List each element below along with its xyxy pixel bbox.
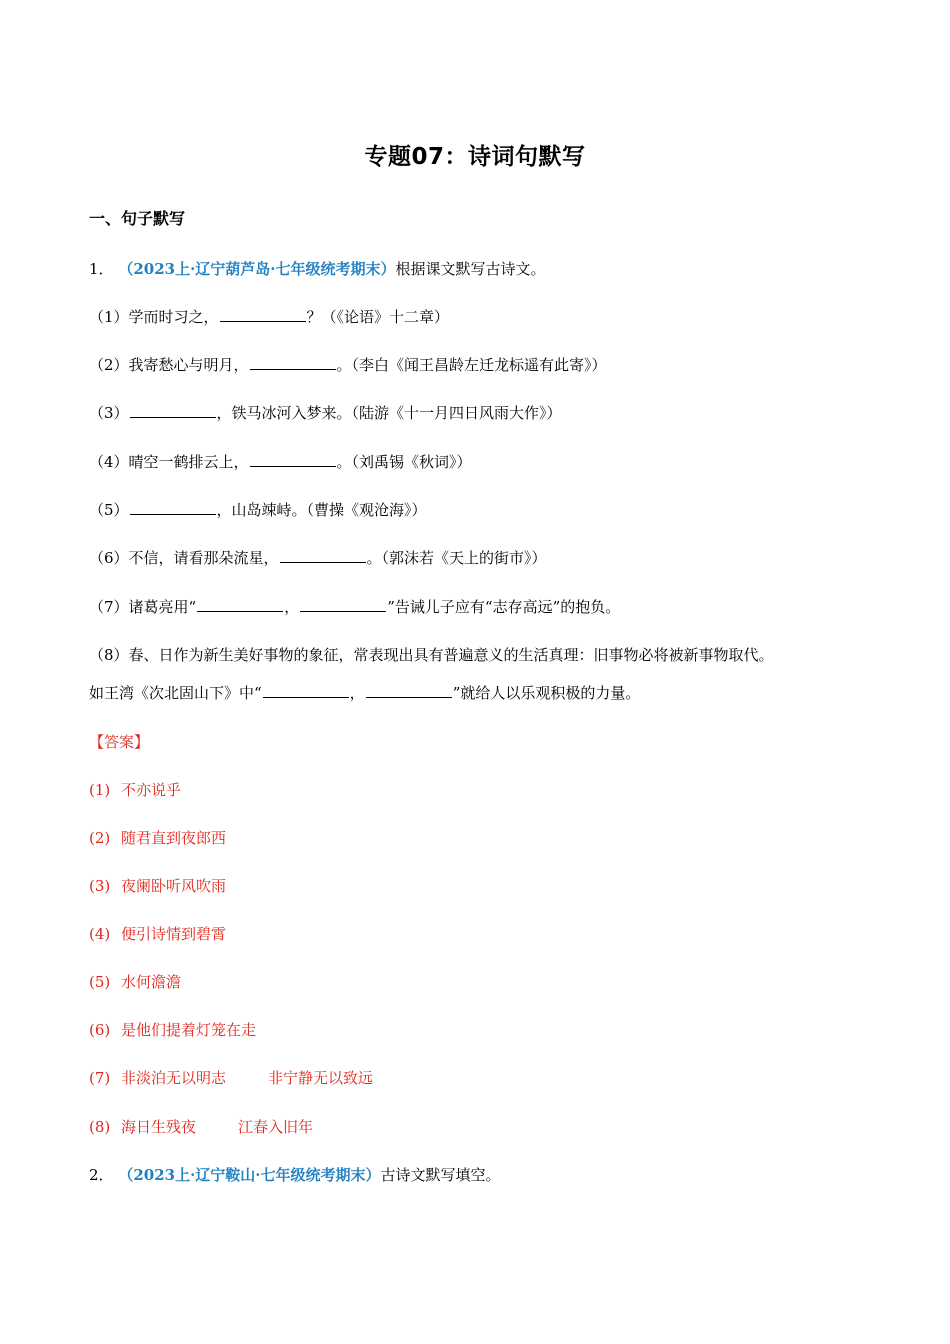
sub-question-7 — [89, 596, 620, 617]
answer-blank — [197, 597, 283, 612]
sub-question-text: ”告诫儿子应有“志存高远”的抱负。 — [387, 598, 621, 616]
sub-question-text: ”就给人以乐观积极的力量。 — [452, 684, 641, 702]
answer-item — [89, 971, 181, 992]
answer-number: (5) — [89, 973, 111, 991]
sub-question-text: 。（刘禹锡《秋词》） — [336, 453, 472, 471]
answer-blank — [130, 500, 216, 515]
sub-question-text: （5） — [89, 501, 129, 519]
answer-text: 便引诗情到碧霄 — [121, 925, 227, 943]
question-number: 2． — [89, 1166, 114, 1184]
answer-blank — [250, 452, 336, 467]
section-heading: 一、句子默写 — [89, 209, 186, 228]
answer-text: 江春入旧年 — [238, 1118, 314, 1136]
answer-number: (1) — [89, 781, 111, 799]
question-1-header — [89, 258, 546, 279]
question-prompt: 根据课文默写古诗文。 — [395, 260, 546, 278]
answer-item — [89, 923, 226, 944]
answer-item — [89, 779, 181, 800]
answer-text: 水何澹澹 — [121, 973, 182, 991]
sub-question-4 — [89, 451, 472, 472]
sub-question-text: ，山岛竦峙。（曹操《观沧海》） — [216, 501, 427, 519]
question-prompt: 古诗文默写填空。 — [380, 1166, 501, 1184]
answer-text: 是他们提着灯笼在走 — [121, 1021, 257, 1039]
sub-question-6 — [89, 547, 547, 568]
sub-question-text: ？（《论语》十二章） — [306, 308, 450, 326]
sub-question-text: （8）春、日作为新生美好事物的象征，常表现出具有普遍意义的生活真理：旧事物必将被新事物取代。 — [89, 646, 774, 664]
sub-question-8 — [89, 644, 774, 665]
answer-item — [89, 875, 226, 896]
question-2-header — [89, 1164, 501, 1185]
sub-question-text: 。（郭沫若《天上的街市》） — [366, 549, 547, 567]
answer-text: 不亦说乎 — [121, 781, 182, 799]
sub-question-text: （6）不信，请看那朵流星， — [89, 549, 279, 567]
page-title: 专题07：诗词句默写 — [364, 144, 586, 170]
answer-text: 随君直到夜郎西 — [121, 829, 227, 847]
sub-question-3 — [89, 402, 562, 423]
answer-item — [89, 1019, 256, 1040]
answer-blank — [300, 597, 386, 612]
answer-text: 夜阑卧听风吹雨 — [121, 877, 227, 895]
answer-blank — [280, 548, 366, 563]
answer-number: (8) — [89, 1118, 111, 1136]
answer-blank — [220, 307, 306, 322]
sub-question-5 — [89, 499, 427, 520]
answer-number: (3) — [89, 877, 111, 895]
answer-item — [89, 1116, 313, 1137]
sub-question-text: （1）学而时习之， — [89, 308, 219, 326]
answer-item — [89, 1067, 373, 1088]
sub-question-text: （3） — [89, 404, 129, 422]
sub-question-8-continued — [89, 682, 640, 703]
answer-text: 非淡泊无以明志 — [121, 1069, 227, 1087]
sub-question-2 — [89, 354, 607, 375]
answer-number: (7) — [89, 1069, 111, 1087]
answer-number: (2) — [89, 829, 111, 847]
sub-question-text: 如王湾《次北固山下》中“ — [89, 684, 262, 702]
sub-question-1 — [89, 306, 449, 327]
answer-blank — [366, 683, 452, 698]
sub-question-text: ，铁马冰河入梦来。（陆游《十一月四日风雨大作》） — [216, 404, 562, 422]
answer-blank — [250, 355, 336, 370]
answer-text: 非宁静无以致远 — [268, 1069, 374, 1087]
sub-question-text: （2）我寄愁心与明月， — [89, 356, 249, 374]
answer-number: (6) — [89, 1021, 111, 1039]
sub-question-text: 。（李白《闻王昌龄左迁龙标遥有此寄》） — [336, 356, 607, 374]
question-source: （2023上·辽宁葫芦岛·七年级统考期末） — [118, 260, 396, 278]
answer-number: (4) — [89, 925, 111, 943]
question-source: （2023上·辽宁鞍山·七年级统考期末） — [118, 1166, 381, 1184]
answer-label: 【答案】 — [89, 733, 150, 751]
answer-item — [89, 827, 226, 848]
answer-text: 海日生残夜 — [121, 1118, 197, 1136]
answer-blank — [263, 683, 349, 698]
question-number: 1． — [89, 260, 114, 278]
sub-question-text: ， — [284, 598, 300, 616]
answer-blank — [130, 403, 216, 418]
sub-question-text: ， — [349, 684, 365, 702]
sub-question-text: （4）晴空一鹤排云上， — [89, 453, 249, 471]
sub-question-text: （7）诸葛亮用“ — [89, 598, 197, 616]
